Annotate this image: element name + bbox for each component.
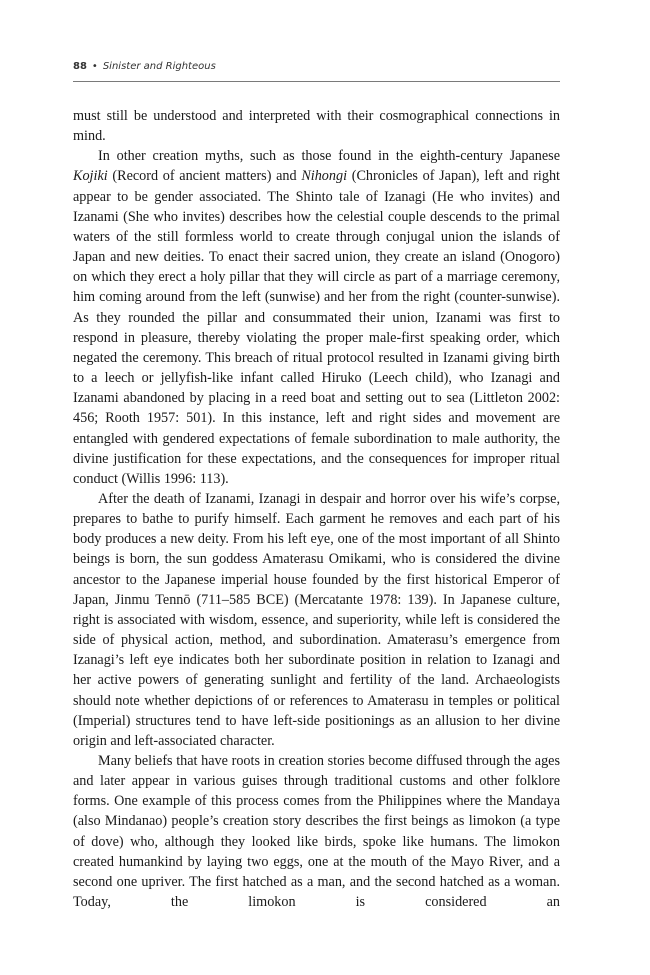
paragraph-diffused-beliefs [73,751,560,912]
text-run: (Chronicles of Japan), left and right appear to be gender associated. The Shinto tale of Izanagi (He who invites) and Izanami (She who invites) describes how the celestial couple descends to the primal waters of the still formless world to create through conjugal union the islands of Japan and new deities. To enact their sacred union, they create an island (Onogoro) on which they erect a holy pillar that they will circle as part of a marriage ceremony, him coming around from the left (sunwise) and her from the right (counter-sunwise). As they rounded the pillar and consummated their union, Izanami was first to respond in pleasure, thereby violating the proper male-first speaking order, which negated the ceremony. This breach of ritual protocol resulted in Izanami giving birth to a leech or jellyfish-like infant called Hiruko (Leech child), who Izanagi and Izanami abandoned by placing in a reed boat and setting out to sea (Littleton 2002: 456; Rooth 1957: 501). In this instance, left and right sides and movement are entangled with gendered expectations of female subordination to male authority, the divine justification for these expectations, and the consequences for improper ritual conduct (Willis 1996: 113). [73,168,560,487]
text-run: After the death of Izanami, Izanagi in despair and horror over his wife’s corpse, prepares to bathe to purify himself. Each garment he removes and each part of his body produces a new deity. From his left eye, one of the most important of all Shinto beings is born, the sun goddess Amaterasu Omikami, who is considered the divine ancestor to the Japanese imperial house founded by the first historical Emperor of Japan, Jinmu Tennō (711–585 BCE) (Mercatante 1978: 139). In Japanese culture, right is associated with wisdom, essence, and superiority, while left is considered the side of physical action, method, and subordination. Amaterasu’s emergence from Izanagi’s left eye indicates both her subordinate position in relation to Izanagi and her active powers of generating sunlight and fertility of the land. Archaeologists should note whether depictions of or references to Amaterasu in temples or political (Imperial) structures tend to have left-side positionings as an allusion to her divine origin and left-associated character. [73,490,560,749]
header-separator: • [91,61,98,72]
paragraph-creation-myths [73,146,560,489]
text-run: must still be understood and interpreted with their cosmographical connections in mind. [73,108,560,145]
paragraph-continuation [73,106,560,146]
page-number: 88 [73,61,87,72]
text-run: In other creation myths, such as those found in the eighth-century Japanese [98,148,560,165]
header-rule [73,81,560,82]
text-run: (Record of ancient matters) and [107,168,302,185]
paragraph-izanami-death [73,489,560,751]
italic-title: Nihongi [301,168,348,185]
running-header [73,61,560,79]
text-run: Many beliefs that have roots in creation stories become diffused through the ages and later appear in various guises through traditional customs and other folklore forms. One example of this process comes from the Philippines where the Mandaya (also Mindanao) people’s creation story describes the first beings as limokon (a type of dove) who, although they looked like birds, spoke like humans. The limokon created humankind by laying two eggs, one at the mouth of the Mayo River, and a second one upriver. The first hatched as a man, and the second hatched as a woman. Today, the limokon is considered an [73,753,560,911]
italic-title: Kojiki [73,168,108,185]
body-text [73,106,560,912]
book-title: Sinister and Righteous [102,61,216,72]
